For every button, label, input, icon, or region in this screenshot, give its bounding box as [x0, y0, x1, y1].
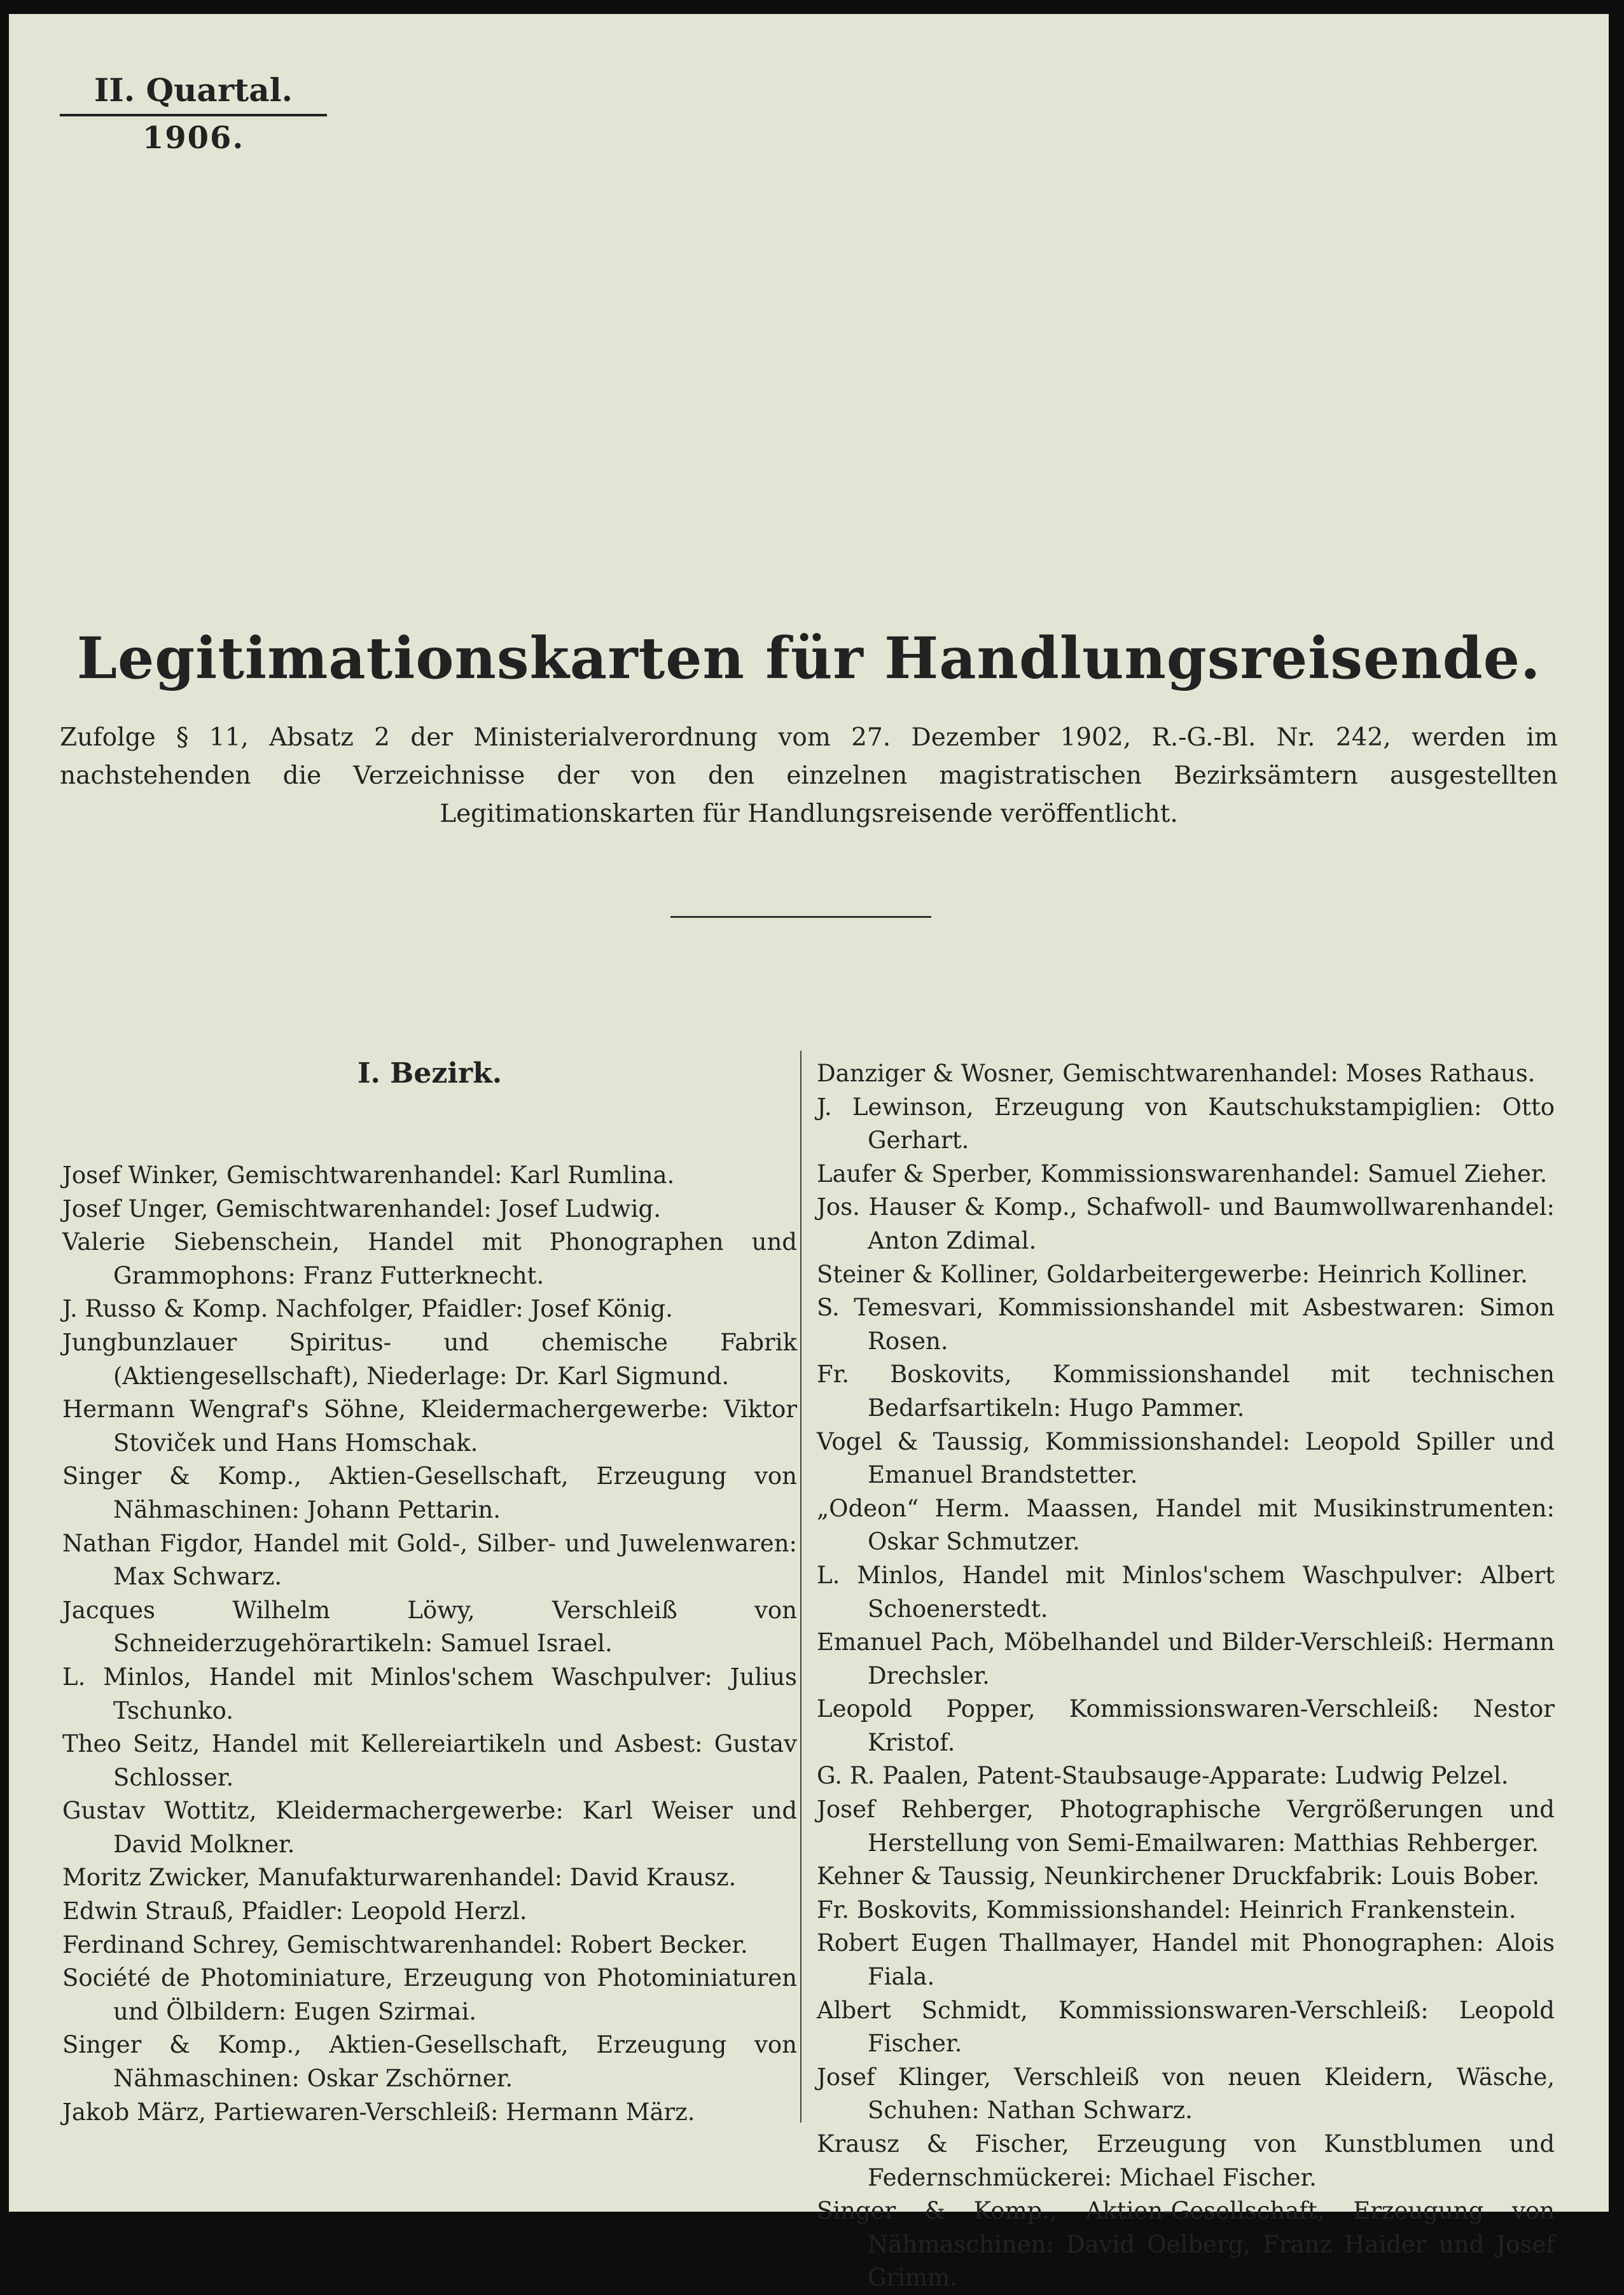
list-item: Krausz & Fischer, Erzeugung von Kunstblumen und Federnschmückerei: Michael Fischer. — [817, 2130, 1555, 2191]
list-item: Emanuel Pach, Möbelhandel und Bilder-Verschleiß: Hermann Drechsler. — [817, 1628, 1555, 1689]
list-item: Gustav Wottitz, Kleidermachergewerbe: Karl Weiser und David Molkner. — [62, 1797, 797, 1858]
list-item: Jos. Hauser & Komp., Schafwoll- und Baumwollwarenhandel: Anton Zdimal. — [817, 1193, 1555, 1254]
list-item: Vogel & Taussig, Kommissionshandel: Leopold Spiller und Emanuel Brandstetter. — [817, 1427, 1555, 1489]
list-item: Josef Winker, Gemischtwarenhandel: Karl Rumlina. — [62, 1161, 675, 1189]
quarter-label: II. Quartal. — [60, 71, 327, 116]
list-item: Leopold Popper, Kommissionswaren-Verschleiß: Nestor Kristof. — [817, 1695, 1555, 1756]
intro-paragraph: Zufolge § 11, Absatz 2 der Ministerialverordnung vom 27. Dezember 1902, R.-G.-Bl. Nr. 242, werden im nachstehenden die Verzeichnisse der von den einzelnen magistratischen Bezirksämtern ausgestellten Legitimationskarten für Handlungsreisende veröffentlicht. — [60, 723, 1558, 828]
list-item: Nathan Figdor, Handel mit Gold-, Silber- und Juwelenwaren: Max Schwarz. — [62, 1529, 797, 1591]
list-item: Josef Rehberger, Photographische Vergrößerungen und Herstellung von Semi-Emailwaren: Matthias Rehberger. — [817, 1796, 1555, 1857]
list-item: Société de Photominiature, Erzeugung von Photominiaturen und Ölbildern: Eugen Szirmai. — [62, 1964, 797, 2025]
list-item: Albert Schmidt, Kommissionswaren-Verschleiß: Leopold Fischer. — [817, 1996, 1555, 2058]
right-column — [817, 1057, 1555, 2295]
list-item: Singer & Komp., Aktien-Gesellschaft, Erzeugung von Nähmaschinen: David Oelberg, Franz Haider und Josef Grimm. — [817, 2197, 1555, 2292]
quarter-header — [60, 71, 327, 156]
section-divider — [670, 916, 931, 918]
list-item: Ferdinand Schrey, Gemischtwarenhandel: Robert Becker. — [62, 1931, 748, 1959]
list-item: S. Temesvari, Kommissionshandel mit Asbestwaren: Simon Rosen. — [817, 1294, 1555, 1355]
list-item: Fr. Boskovits, Kommissionshandel: Heinrich Frankenstein. — [817, 1896, 1516, 1924]
list-item: Laufer & Sperber, Kommissionswarenhandel: Samuel Zieher. — [817, 1160, 1548, 1188]
list-item: Jungbunzlauer Spiritus- und chemische Fabrik (Aktiengesellschaft), Niederlage: Dr. Karl Sigmund. — [62, 1328, 797, 1390]
district-heading: I. Bezirk. — [357, 1057, 503, 1090]
list-item: L. Minlos, Handel mit Minlos'schem Waschpulver: Albert Schoenerstedt. — [817, 1561, 1555, 1623]
column-divider — [800, 1051, 802, 2123]
list-item: Robert Eugen Thallmayer, Handel mit Phonographen: Alois Fiala. — [817, 1929, 1555, 1991]
list-item: Josef Klinger, Verschleiß von neuen Kleidern, Wäsche, Schuhen: Nathan Schwarz. — [817, 2063, 1555, 2125]
list-item: Jacques Wilhelm Löwy, Verschleiß von Schneiderzugehörartikeln: Samuel Israel. — [62, 1596, 797, 1658]
list-item: L. Minlos, Handel mit Minlos'schem Waschpulver: Julius Tschunko. — [62, 1663, 797, 1724]
list-item: Singer & Komp., Aktien-Gesellschaft, Erzeugung von Nähmaschinen: Johann Pettarin. — [62, 1462, 797, 1523]
list-item: Danziger & Wosner, Gemischtwarenhandel: Moses Rathaus. — [817, 1060, 1536, 1087]
list-item: Moritz Zwicker, Manufakturwarenhandel: David Krausz. — [62, 1864, 737, 1892]
list-item: „Odeon“ Herm. Maassen, Handel mit Musikinstrumenten: Oskar Schmutzer. — [817, 1494, 1555, 1556]
list-item: Jakob März, Partiewaren-Verschleiß: Hermann März. — [62, 2098, 695, 2126]
left-column — [62, 1159, 797, 2129]
document-page — [9, 14, 1609, 2292]
list-item: G. R. Paalen, Patent-Staubsauge-Apparate: Ludwig Pelzel. — [817, 1762, 1509, 1790]
list-item: Edwin Strauß, Pfaidler: Leopold Herzl. — [62, 1897, 527, 1925]
list-item: Hermann Wengraf's Söhne, Kleidermachergewerbe: Viktor Stoviček und Hans Homschak. — [62, 1396, 797, 1457]
list-item: Singer & Komp., Aktien-Gesellschaft, Erzeugung von Nähmaschinen: Oskar Zschörner. — [62, 2031, 797, 2093]
list-item: J. Lewinson, Erzeugung von Kautschukstampiglien: Otto Gerhart. — [817, 1093, 1555, 1154]
list-item: J. Russo & Komp. Nachfolger, Pfaidler: Josef König. — [62, 1295, 673, 1323]
list-item: Fr. Boskovits, Kommissionshandel mit technischen Bedarfsartikeln: Hugo Pammer. — [817, 1361, 1555, 1422]
list-item: Kehner & Taussig, Neunkirchener Druckfabrik: Louis Bober. — [817, 1862, 1540, 1890]
list-item: Theo Seitz, Handel mit Kellereiartikeln und Asbest: Gustav Schlosser. — [62, 1730, 797, 1791]
list-item: Valerie Siebenschein, Handel mit Phonographen und Grammophons: Franz Futterknecht. — [62, 1228, 797, 1289]
page-title: Legitimationskarten für Handlungsreisende. — [76, 625, 1541, 692]
list-item: Josef Unger, Gemischtwarenhandel: Josef Ludwig. — [62, 1195, 661, 1223]
list-item: Steiner & Kolliner, Goldarbeitergewerbe: Heinrich Kolliner. — [817, 1260, 1528, 1288]
year-label: 1906. — [142, 120, 245, 156]
